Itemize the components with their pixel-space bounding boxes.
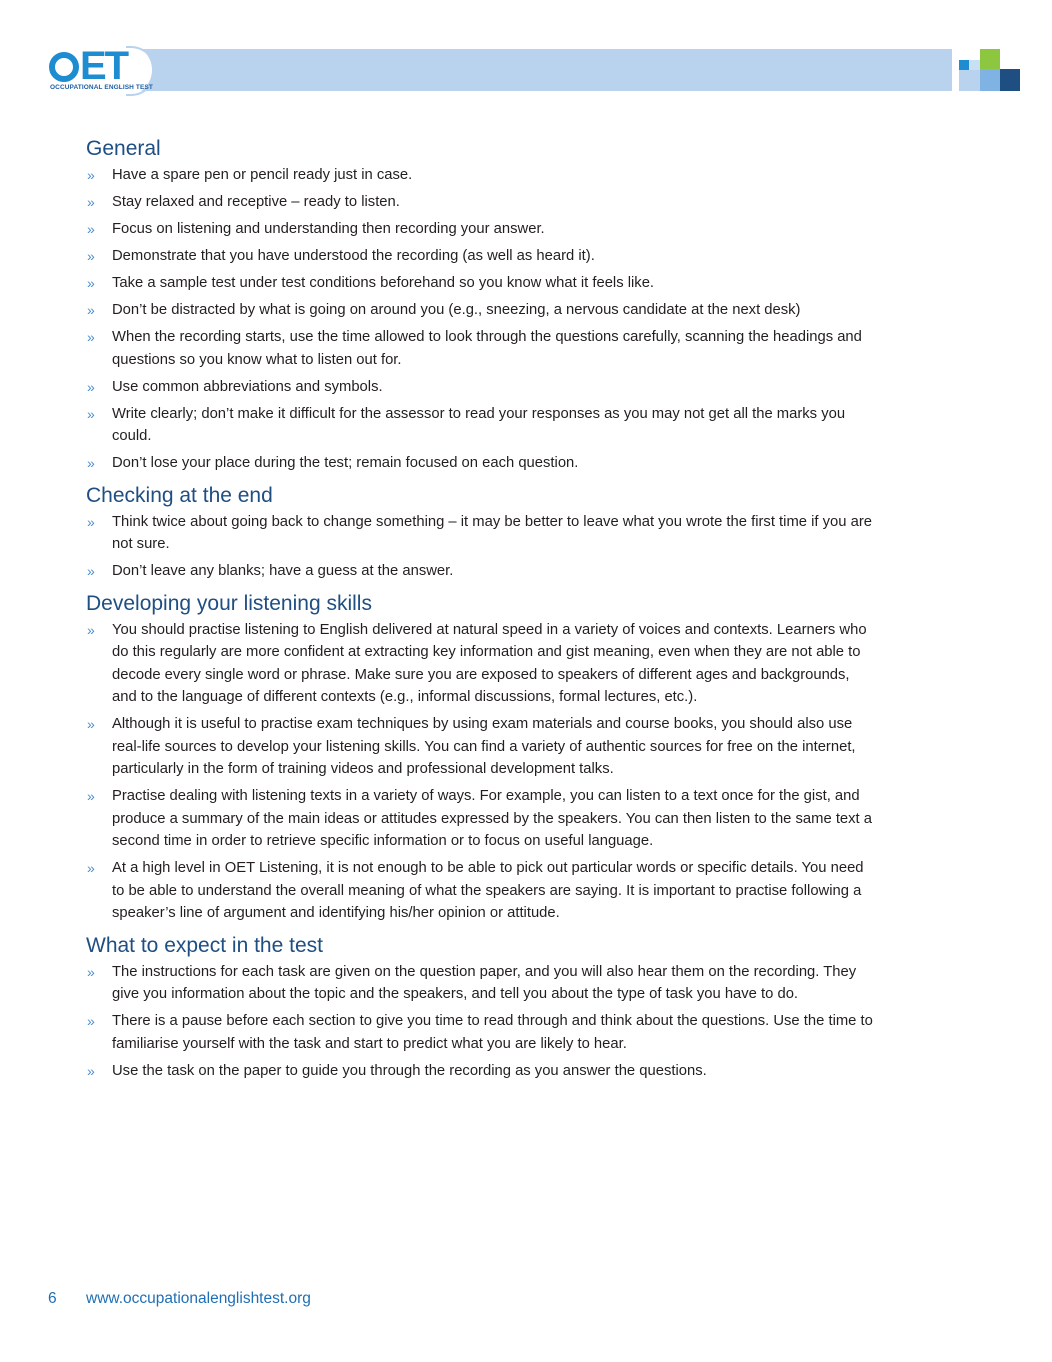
bullet-list — [86, 961, 876, 1083]
list-item: » Have a spare pen or pencil ready just in case. — [86, 164, 876, 187]
list-item: » You should practise listening to English delivered at natural speed in a variety of voices and contexts. Learners who do this regularly are more confident at extracting key information and gist meaning, even when they are not able to decode every single word or phrase. Make sure you are exposed to speakers of different ages and backgrounds, and to the language of different contexts (e.g., informal discussions, formal lectures, etc.). — [86, 619, 876, 709]
logo-subtext: OCCUPATIONAL ENGLISH TEST — [50, 84, 153, 91]
list-item: » When the recording starts, use the time allowed to look through the questions carefully, scanning the headings and questions so you know what to listen out for. — [86, 326, 876, 371]
bullet-icon: » — [87, 621, 95, 638]
bullet-icon: » — [87, 1013, 95, 1029]
list-item: » Stay relaxed and receptive – ready to listen. — [86, 191, 876, 214]
bullet-icon: » — [87, 963, 95, 980]
bullet-icon: » — [87, 513, 95, 530]
list-item: » The instructions for each task are given on the question paper, and you will also hear them on the recording. They give you information about the topic and the speakers, and tell you about the type of task you have to do. — [86, 961, 876, 1006]
page-header — [0, 0, 1052, 110]
list-item: » Think twice about going back to change something – it may be better to leave what you wrote the first time if you are not sure. — [86, 511, 876, 556]
main-content — [86, 134, 876, 1088]
section-checking-at-the-end — [86, 481, 876, 583]
bullet-list — [86, 164, 876, 475]
bullet-icon: » — [87, 378, 95, 395]
list-item: » Don’t leave any blanks; have a guess at the answer. — [86, 560, 876, 583]
footer-url-link[interactable]: www.occupationalenglishtest.org — [86, 1290, 311, 1307]
bullet-icon: » — [87, 275, 95, 291]
page-footer — [48, 1290, 311, 1308]
list-item: » Write clearly; don’t make it difficult for the assessor to read your responses as you may not get all the marks you could. — [86, 403, 876, 448]
bullet-icon: » — [87, 860, 95, 876]
bullet-icon: » — [87, 563, 95, 579]
bullet-icon: » — [87, 716, 95, 732]
bullet-icon: » — [87, 788, 95, 804]
list-item: » Use common abbreviations and symbols. — [86, 376, 876, 399]
list-item: » Take a sample test under test conditions beforehand so you know what it feels like. — [86, 272, 876, 295]
list-item: » There is a pause before each section to give you time to read through and think about the questions. Use the time to familiarise yourself with the task and start to predict what you are likely to hear. — [86, 1010, 876, 1055]
bullet-list — [86, 619, 876, 925]
section-developing-listening-skills — [86, 589, 876, 925]
list-item: » Don’t lose your place during the test; remain focused on each question. — [86, 452, 876, 475]
list-item: » Demonstrate that you have understood the recording (as well as heard it). — [86, 245, 876, 268]
logo-o-shape — [49, 52, 79, 82]
list-item: » Practise dealing with listening texts in a variety of ways. For example, you can listen to a text once for the gist, and produce a summary of the main ideas or attitudes expressed by the speakers. You can then listen to the same text a second time in order to retrieve specific information or to focus on useful language. — [86, 785, 876, 853]
bullet-icon: » — [87, 302, 95, 318]
section-general — [86, 134, 876, 475]
list-item: » Although it is useful to practise exam techniques by using exam materials and course books, you should also use real-life sources to develop your listening skills. You can find a variety of authentic sources for free on the internet, particularly in the form of training videos and professional development talks. — [86, 713, 876, 781]
bullet-icon: » — [87, 1062, 95, 1079]
bullet-icon: » — [87, 405, 95, 422]
header-banner — [140, 49, 952, 91]
section-heading: Checking at the end — [86, 483, 273, 507]
page-number: 6 — [48, 1290, 57, 1307]
bullet-icon: » — [87, 194, 95, 210]
list-item: » Don’t be distracted by what is going on around you (e.g., sneezing, a nervous candidate at the next desk) — [86, 299, 876, 322]
section-what-to-expect — [86, 931, 876, 1083]
bullet-icon: » — [87, 248, 95, 264]
bullet-icon: » — [87, 167, 95, 183]
bullet-list — [86, 511, 876, 583]
bullet-icon: » — [87, 329, 95, 345]
section-heading: Developing your listening skills — [86, 591, 372, 615]
section-heading: General — [86, 137, 161, 160]
list-item: » Focus on listening and understanding then recording your answer. — [86, 218, 876, 241]
bullet-icon: » — [87, 221, 95, 237]
list-item: » Use the task on the paper to guide you through the recording as you answer the questions. — [86, 1060, 876, 1083]
section-heading: What to expect in the test — [86, 933, 323, 957]
bullet-icon: » — [87, 455, 95, 471]
oet-logo: ET — [49, 46, 127, 86]
list-item: » At a high level in OET Listening, it is not enough to be able to pick out particular words or specific details. You need to be able to understand the overall meaning of what the speakers are saying. It is important to practise following a speaker’s line of argument and identifying his/her opinion or attitude. — [86, 857, 876, 925]
